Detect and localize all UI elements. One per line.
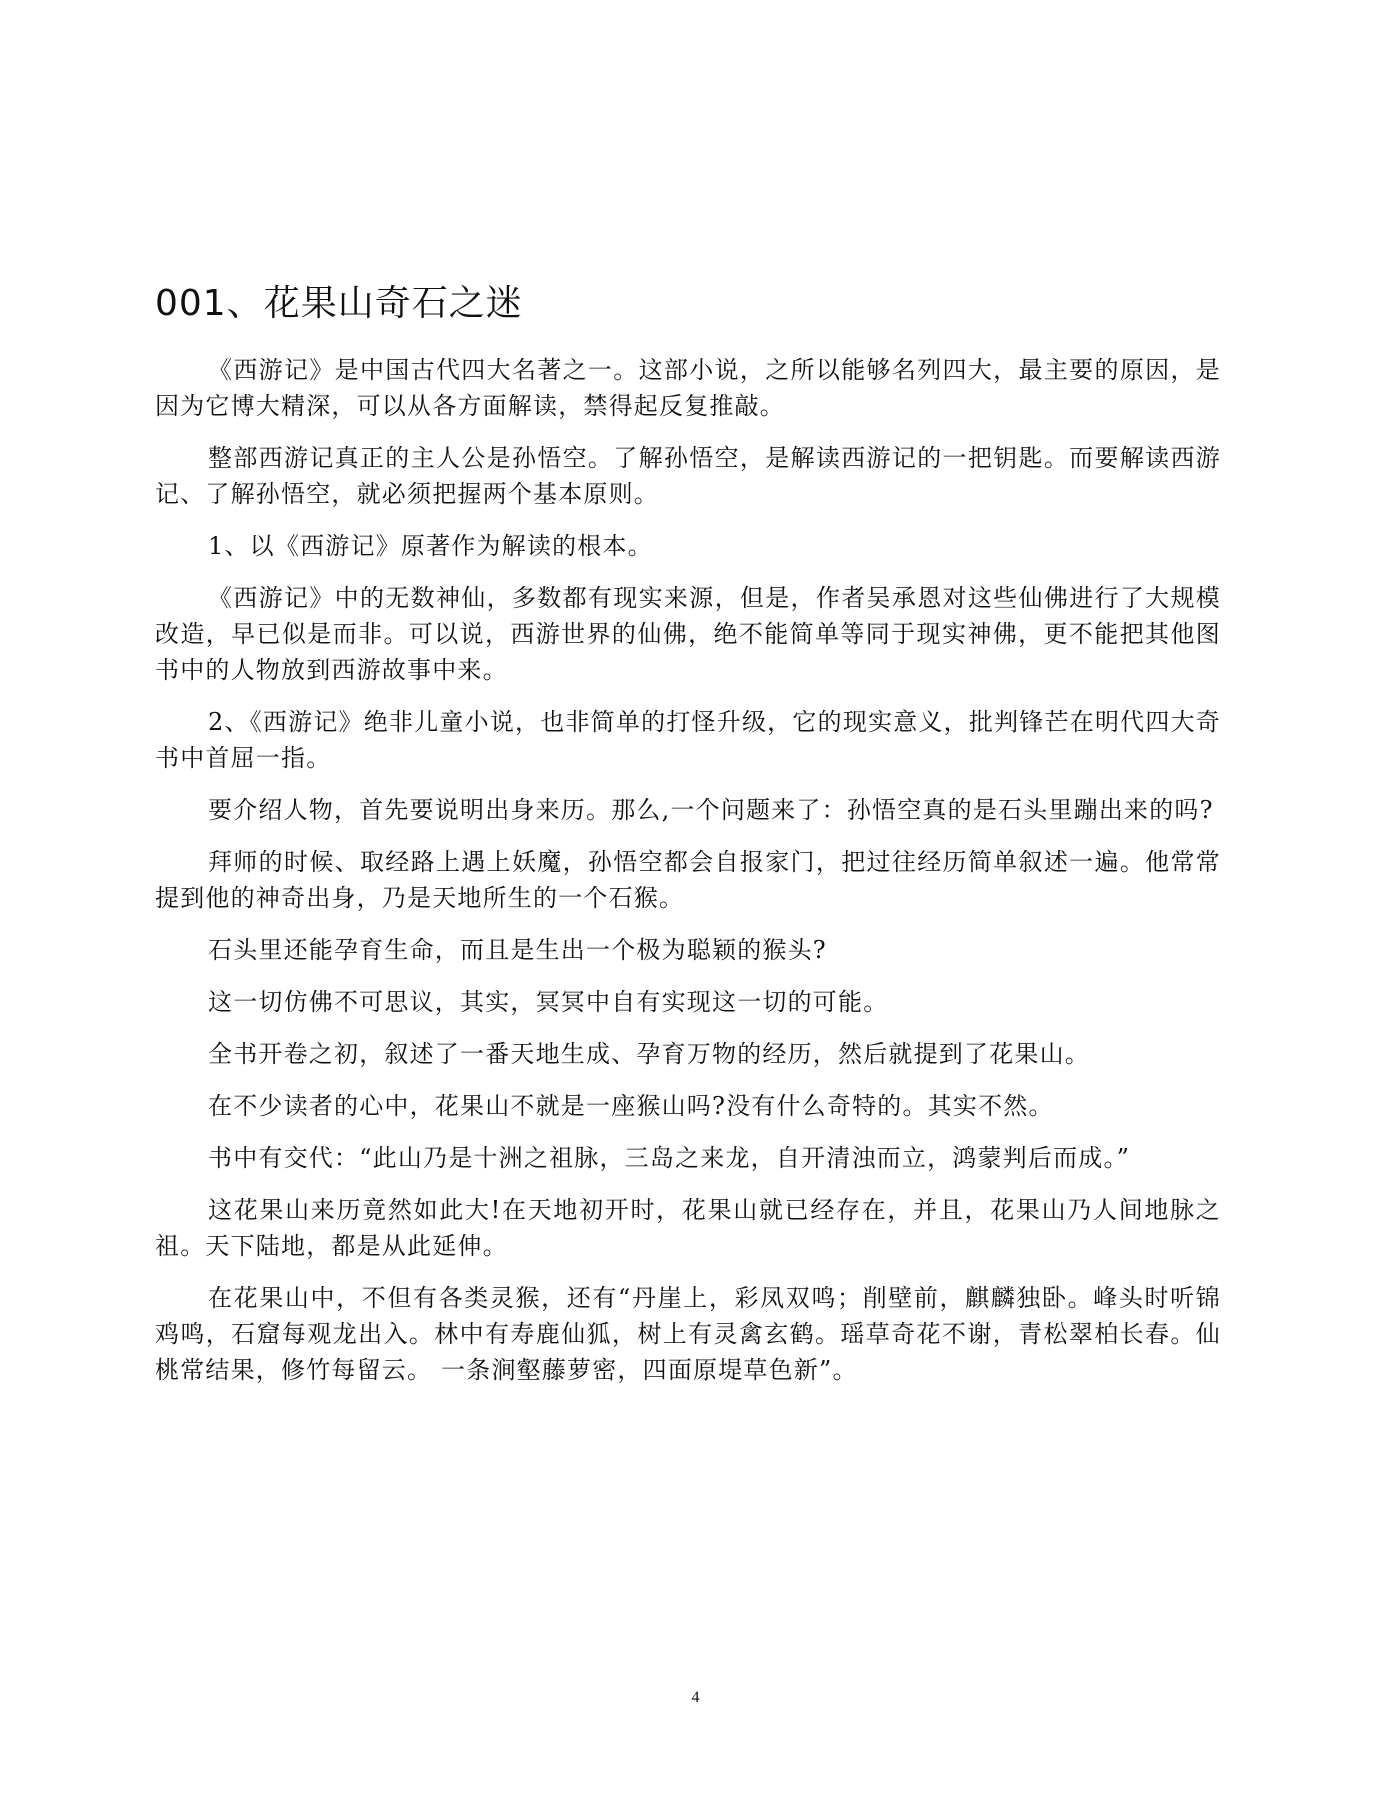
paragraph: 整部西游记真正的主人公是孙悟空。了解孙悟空，是解读西游记的一把钥匙。而要解读西游记、了解孙悟空，就必须把握两个基本原则。 [155,444,1221,508]
paragraph: 在花果山中，不但有各类灵猴，还有“丹崖上，彩凤双鸣；削壁前，麒麟独卧。峰头时听锦鸡鸣，石窟每观龙出入。林中有寿鹿仙狐，树上有灵禽玄鹤。瑶草奇花不谢，青松翠柏长春。仙桃常结果，修竹每留云。 一条涧壑藤萝密，四面原堤草色新”。 [155,1284,1221,1384]
paragraph: 1、以《西游记》原著作为解读的根本。 [208,532,653,560]
paragraph: 《西游记》中的无数神仙，多数都有现实来源，但是，作者吴承恩对这些仙佛进行了大规模改造，早已似是而非。可以说，西游世界的仙佛，绝不能简单等同于现实神佛，更不能把其他图书中的人物放到西游故事中来。 [155,584,1221,684]
paragraph: 这一切仿佛不可思议，其实，冥冥中自有实现这一切的可能。 [208,988,889,1016]
paragraph: 石头里还能孕育生命，而且是生出一个极为聪颖的猴头? [208,936,827,964]
paragraph: 要介绍人物，首先要说明出身来历。那么,一个问题来了：孙悟空真的是石头里蹦出来的吗? [208,796,1214,824]
paragraph: 2、《西游记》绝非儿童小说，也非简单的打怪升级，它的现实意义，批判锋芒在明代四大奇书中首屈一指。 [155,708,1221,772]
chapter-title: 001、花果山奇石之迷 [155,283,523,324]
paragraph: 全书开卷之初，叙述了一番天地生成、孕育万物的经历，然后就提到了花果山。 [208,1040,1090,1068]
body-text [155,352,1221,1404]
paragraph: 拜师的时候、取经路上遇上妖魔，孙悟空都会自报家门，把过往经历简单叙述一遍。他常常提到他的神奇出身，乃是天地所生的一个石猴。 [155,848,1221,912]
paragraph: 在不少读者的心中，花果山不就是一座猴山吗?没有什么奇特的。其实不然。 [208,1092,1054,1120]
page-number: 4 [691,1689,700,1706]
paragraph: 《西游记》是中国古代四大名著之一。这部小说，之所以能够名列四大，最主要的原因，是因为它博大精深，可以从各方面解读，禁得起反复推敲。 [155,356,1221,420]
paragraph: 这花果山来历竟然如此大!在天地初开时，花果山就已经存在，并且，花果山乃人间地脉之祖。天下陆地，都是从此延伸。 [155,1196,1221,1260]
paragraph: 书中有交代：“此山乃是十洲之祖脉，三岛之来龙，自开清浊而立，鸿蒙判后而成。” [208,1144,1131,1172]
